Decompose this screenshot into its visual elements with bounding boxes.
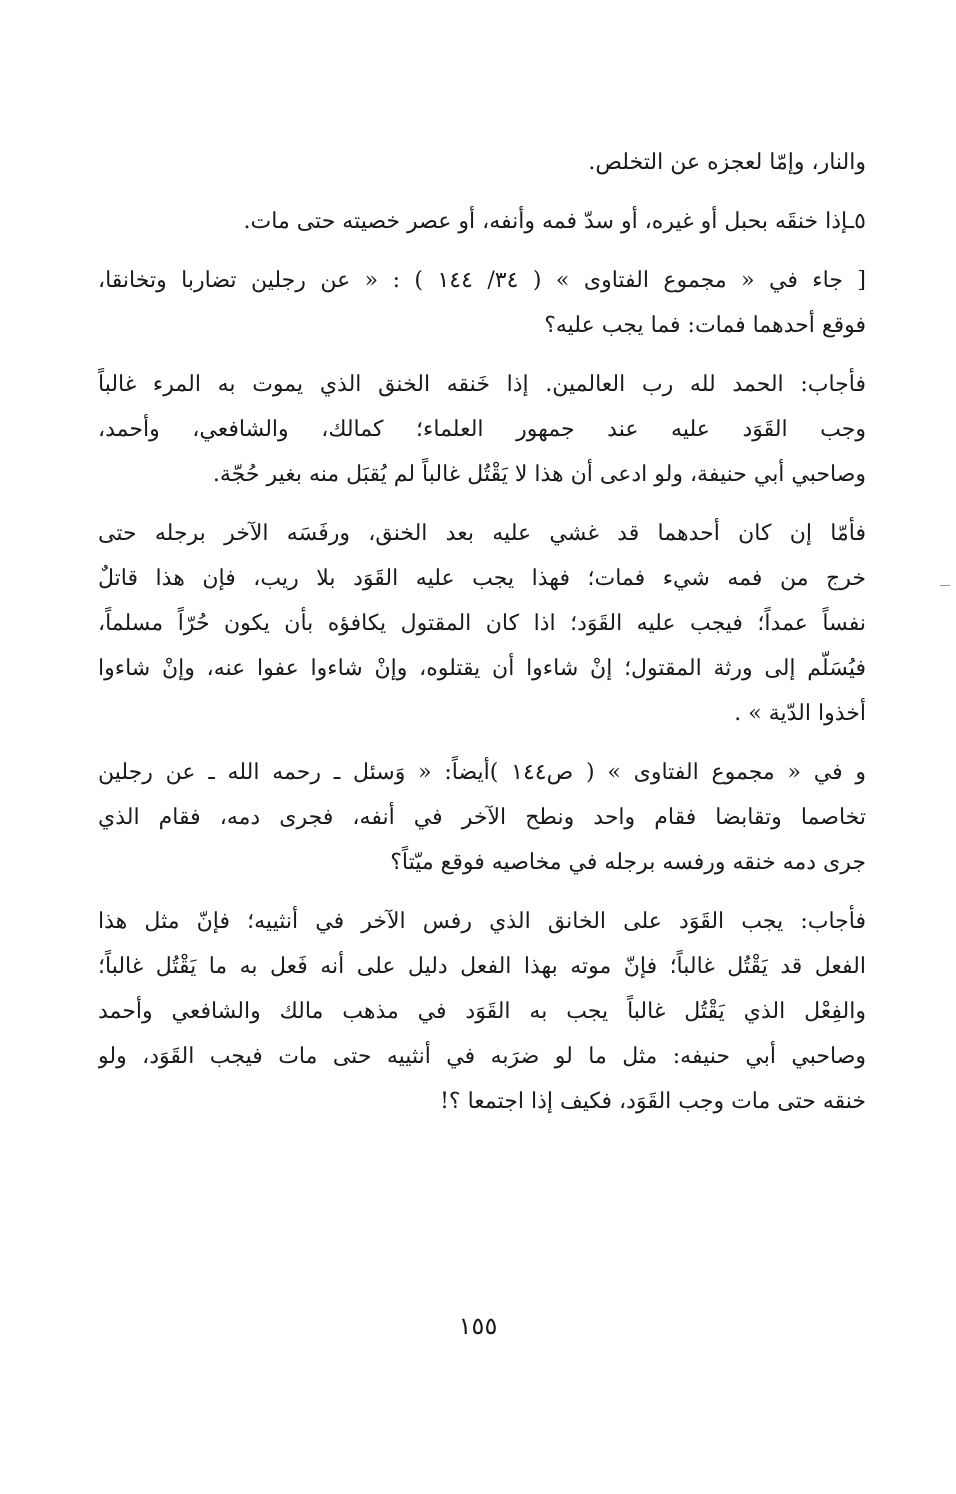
text-line: [ جاء في « مجموع الفتاوى » ( ٣٤/ ١٤٤ ) : « عن رجلين تضاربا وتخانقا، bbox=[98, 268, 866, 293]
text-line: فوقع أحدهما فمات: فما يجب عليه؟ bbox=[544, 313, 866, 338]
text-line: وصاحبي أبي حنيفة، ولو ادعى أن هذا لا يَقْتُل غالباً لم يُقبَل منه بغير حُجّة. bbox=[212, 462, 866, 487]
text-line: جرى دمه خنقه ورفسه برجله في مخاصيه فوقع ميّتاً؟ bbox=[390, 850, 866, 875]
margin-mark bbox=[940, 585, 950, 586]
text-line: و في « مجموع الفتاوى » ( ص١٤٤ )أيضاً: « وَسئل ـ رحمه الله ـ عن رجلين bbox=[98, 760, 866, 785]
text-line: الفعل قد يَقْتُل غالباً؛ فإنّ موته بهذا الفعل دليل على أنه فَعل به ما يَقْتُل غالباً؛ bbox=[98, 954, 866, 979]
text-line: وصاحبي أبي حنيفه: مثل ما لو ضرَبه في أنثييه حتى مات فيجب القَوَد، ولو bbox=[98, 1044, 866, 1069]
text-line: والنار، وإمّا لعجزه عن التخلص. bbox=[588, 150, 866, 175]
paragraph-2 bbox=[98, 199, 866, 244]
text-line: خنقه حتى مات وجب القَوَد، فكيف إذا اجتمعا ؟! bbox=[440, 1089, 866, 1114]
paragraph-7 bbox=[98, 899, 866, 1124]
text-line: فأجاب: الحمد لله رب العالمين. إذا خَنقه الخنق الذي يموت به المرء غالباً bbox=[98, 372, 866, 397]
paragraph-4 bbox=[98, 362, 866, 497]
text-line: وجب القَوَد عليه عند جمهور العلماء؛ كمالك، والشافعي، وأحمد، bbox=[98, 417, 866, 442]
text-line: أخذوا الدّية » . bbox=[734, 701, 866, 726]
text-line: فأمّا إن كان أحدهما قد غشي عليه بعد الخنق، ورفَسَه الآخر برجله حتى bbox=[98, 521, 866, 546]
text-line: ٥ـإذا خنقَه بحبل أو غيره، أو سدّ فمه وأنفه، أو عصر خصيته حتى مات. bbox=[243, 209, 866, 234]
text-line: نفساً عمداً؛ فيجب عليه القَوَد؛ اذا كان المقتول يكافؤه بأن يكون حُرّاً مسلماً، bbox=[98, 611, 866, 636]
paragraph-3 bbox=[98, 258, 866, 348]
text-line: والفِعْل الذي يَقْتُل غالباً يجب به القَوَد في مذهب مالك والشافعي وأحمد bbox=[98, 999, 866, 1024]
text-line: فيُسَلّم إلى ورثة المقتول؛ إنْ شاءوا أن يقتلوه، وإنْ شاءوا عفوا عنه، وإنْ شاءوا bbox=[98, 656, 866, 681]
text-line: تخاصما وتقابضا فقام واحد ونطح الآخر في أنفه، فجرى دمه، فقام الذي bbox=[98, 805, 866, 830]
page-body bbox=[98, 140, 866, 1138]
paragraph-1 bbox=[98, 140, 866, 185]
paragraph-5 bbox=[98, 511, 866, 736]
paragraph-6 bbox=[98, 750, 866, 885]
text-line: فأجاب: يجب القَوَد على الخانق الذي رفس الآخر في أنثييه؛ فإنّ مثل هذا bbox=[98, 909, 866, 934]
text-line: خرج من فمه شيء فمات؛ فهذا يجب عليه القَوَد بلا ريب، فإن هذا قاتلٌ bbox=[98, 566, 866, 591]
page-number: ١٥٥ bbox=[458, 1312, 498, 1340]
